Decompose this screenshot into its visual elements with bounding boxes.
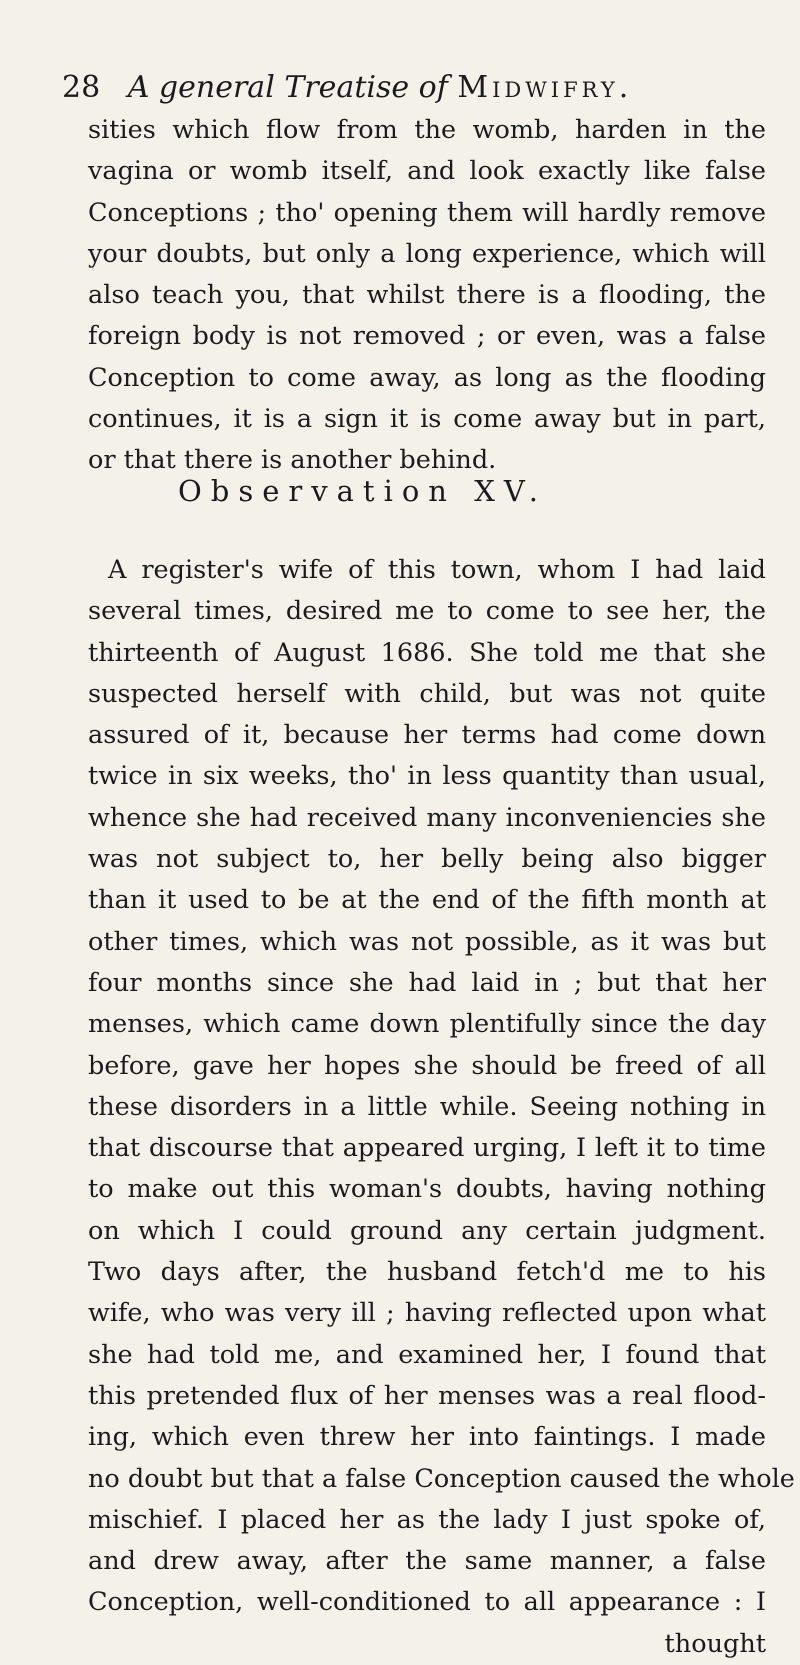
text-line: also teach you, that whilst there is a flooding, the xyxy=(88,280,766,311)
header-title: A general Treatise of xyxy=(127,70,448,105)
text-line: thirteenth of August 1686. She told me that she xyxy=(88,637,766,668)
page-number: 28 xyxy=(62,70,101,105)
text-line: and drew away, after the same manner, a false xyxy=(88,1546,766,1577)
text-line: vagina or womb itself, and look exactly like false xyxy=(88,156,766,187)
header-title-caps: Midwifry. xyxy=(457,70,633,105)
text-line: on which I could ground any certain judgment. xyxy=(88,1215,766,1246)
text-line: was not subject to, her belly being also bigger xyxy=(88,844,766,875)
text-line: or that there is another behind. xyxy=(88,445,497,476)
paragraph-observation xyxy=(88,550,795,1665)
section-heading: Observation XV. xyxy=(178,474,547,508)
text-line: before, gave her hopes she should be freed of all xyxy=(88,1050,766,1081)
text-line: continues, it is a sign it is come away but in part, xyxy=(88,404,766,435)
text-line: whence she had received many inconveniencies she xyxy=(88,802,766,833)
text-line: ing, which even threw her into faintings. I made xyxy=(88,1422,766,1453)
text-line: than it used to be at the end of the fifth month at xyxy=(88,885,766,916)
text-line: this pretended flux of her menses was a real flood- xyxy=(88,1380,766,1411)
text-line: Two days after, the husband fetch'd me to his xyxy=(88,1257,766,1288)
text-line: to make out this woman's doubts, having nothing xyxy=(88,1174,766,1205)
catchword: thought xyxy=(664,1628,766,1659)
text-line: menses, which came down plentifully since the day xyxy=(88,1009,766,1040)
text-line: your doubts, but only a long experience, which will xyxy=(88,238,766,269)
text-line: she had told me, and examined her, I found that xyxy=(88,1339,766,1370)
text-line: assured of it, because her terms had come down xyxy=(88,720,766,751)
text-line: mischief. I placed her as the lady I just spoke of, xyxy=(88,1504,766,1535)
running-header xyxy=(62,70,762,105)
text-line: these disorders in a little while. Seeing nothing in xyxy=(88,1091,766,1122)
text-line: Conception to come away, as long as the flooding xyxy=(88,362,766,393)
text-line: foreign body is not removed ; or even, was a false xyxy=(88,321,766,352)
text-line: wife, who was very ill ; having reflected upon what xyxy=(88,1298,766,1329)
text-line: several times, desired me to come to see her, the xyxy=(88,596,766,627)
text-line: twice in six weeks, tho' in less quantity than usual, xyxy=(88,761,766,792)
text-line: Conceptions ; tho' opening them will hardly remove xyxy=(88,197,766,228)
text-line: A register's wife of this town, whom I had laid xyxy=(108,555,766,585)
text-line: four months since she had laid in ; but that her xyxy=(88,967,766,998)
paragraph-continued xyxy=(88,110,766,482)
text-line: suspected herself with child, but was not quite xyxy=(88,678,766,709)
text-line: that discourse that appeared urging, I left it to time xyxy=(88,1133,766,1164)
text-line: other times, which was not possible, as it was but xyxy=(88,926,766,957)
text-line: no doubt but that a false Conception caused the whole xyxy=(88,1463,795,1494)
text-line: sities which flow from the womb, harden in the xyxy=(88,115,766,145)
text-line: Conception, well-conditioned to all appearance : I xyxy=(88,1587,766,1618)
